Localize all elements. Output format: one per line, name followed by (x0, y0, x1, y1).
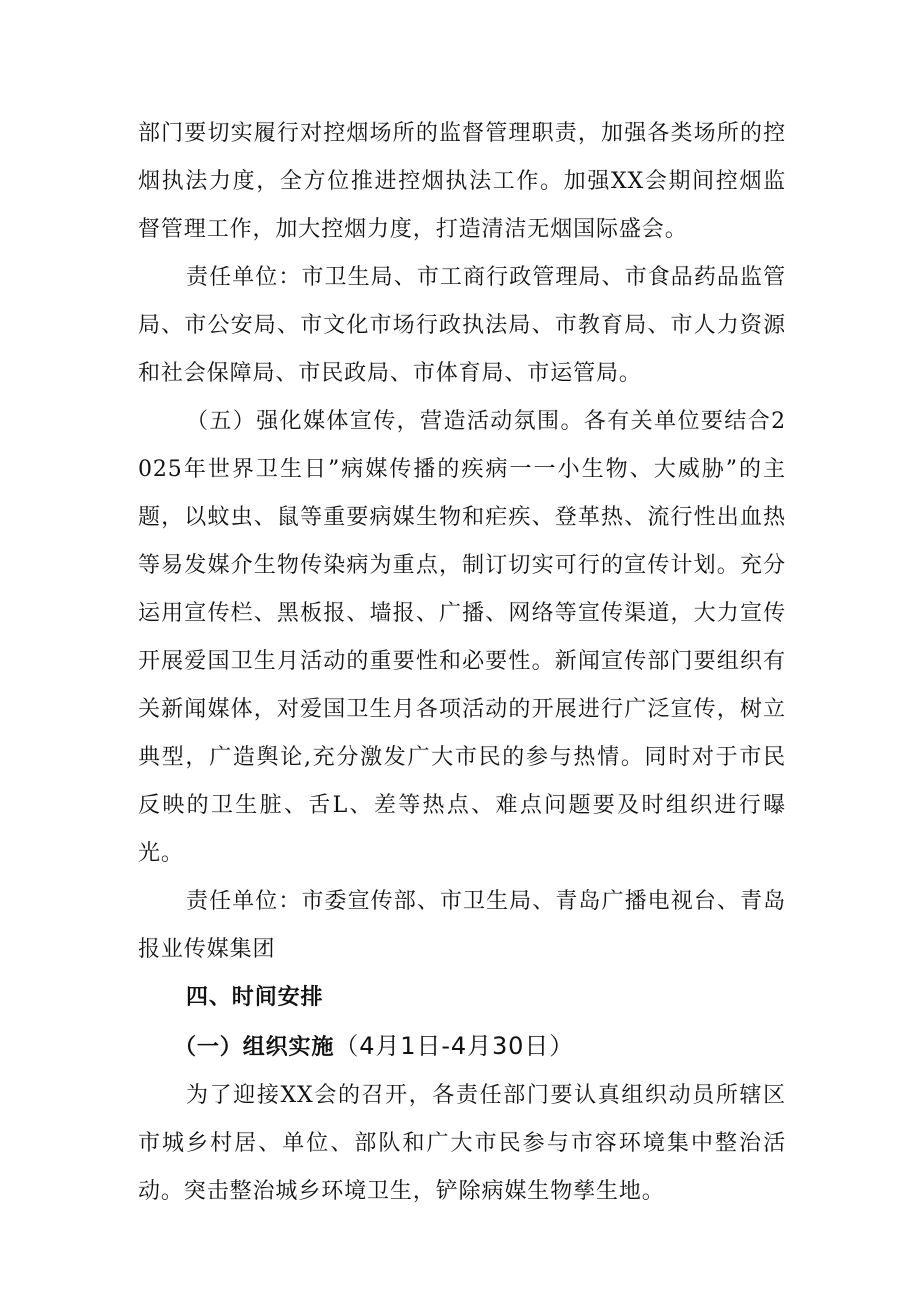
paragraph-smoking-control: 部门要切实履行对控烟场所的监督管理职责，加强各类场所的控烟执法力度，全方位推进控烟执法工作。加强XX会期间控烟监督管理工作，加大控烟力度，打造清洁无烟国际盛会。 (138, 121, 786, 242)
paragraph-responsible-units-2: 责任单位：市委宣传部、市卫生局、青岛广播电视台、青岛报业传媒集团 (138, 889, 786, 962)
paragraph-media-publicity: （五）强化媒体宣传，营造活动氛围。各有关单位要结合2025年世界卫生日”病媒传播的疾病一一小生物、大威胁”的主题，以蚊虫、鼠等重要病媒生物和疟疾、登革热、流行性出血热等易发媒介生物传染病为重点，制订切实可行的宣传计划。充分运用宣传栏、黑板报、墙报、广播、网络等宣传渠道，大力宣传开展爱国卫生月活动的重要性和必要性。新闻宣传部门要组织有关新闻媒体，对爱国卫生月各项活动的开展进行广泛宣传，树立典型，广造舆论,充分激发广大市民的参与热情。同时对于市民反映的卫生脏、舌L、差等热点、难点问题要及时组织进行曝光。 (138, 409, 786, 866)
subsection-heading-implementation (138, 1022, 786, 1072)
subsection-date: （4月1日-4月30日） (334, 1032, 575, 1060)
paragraph-implementation: 为了迎接XX会的召开，各责任部门要认真组织动员所辖区市城乡村居、单位、部队和广大市民参与市容环境集中整治活动。突击整治城乡环境卫生，铲除病媒生物孳生地。 (138, 1083, 786, 1204)
section-heading-schedule: 四、时间安排 (186, 985, 324, 1010)
paragraph-responsible-units-1: 责任单位：市卫生局、市工商行政管理局、市食品药品监管局、市公安局、市文化市场行政执法局、市教育局、市人力资源和社会保障局、市民政局、市体育局、市运管局。 (138, 265, 786, 386)
subsection-title: （一）组织实施 (174, 1035, 335, 1060)
document-body (138, 110, 786, 1216)
